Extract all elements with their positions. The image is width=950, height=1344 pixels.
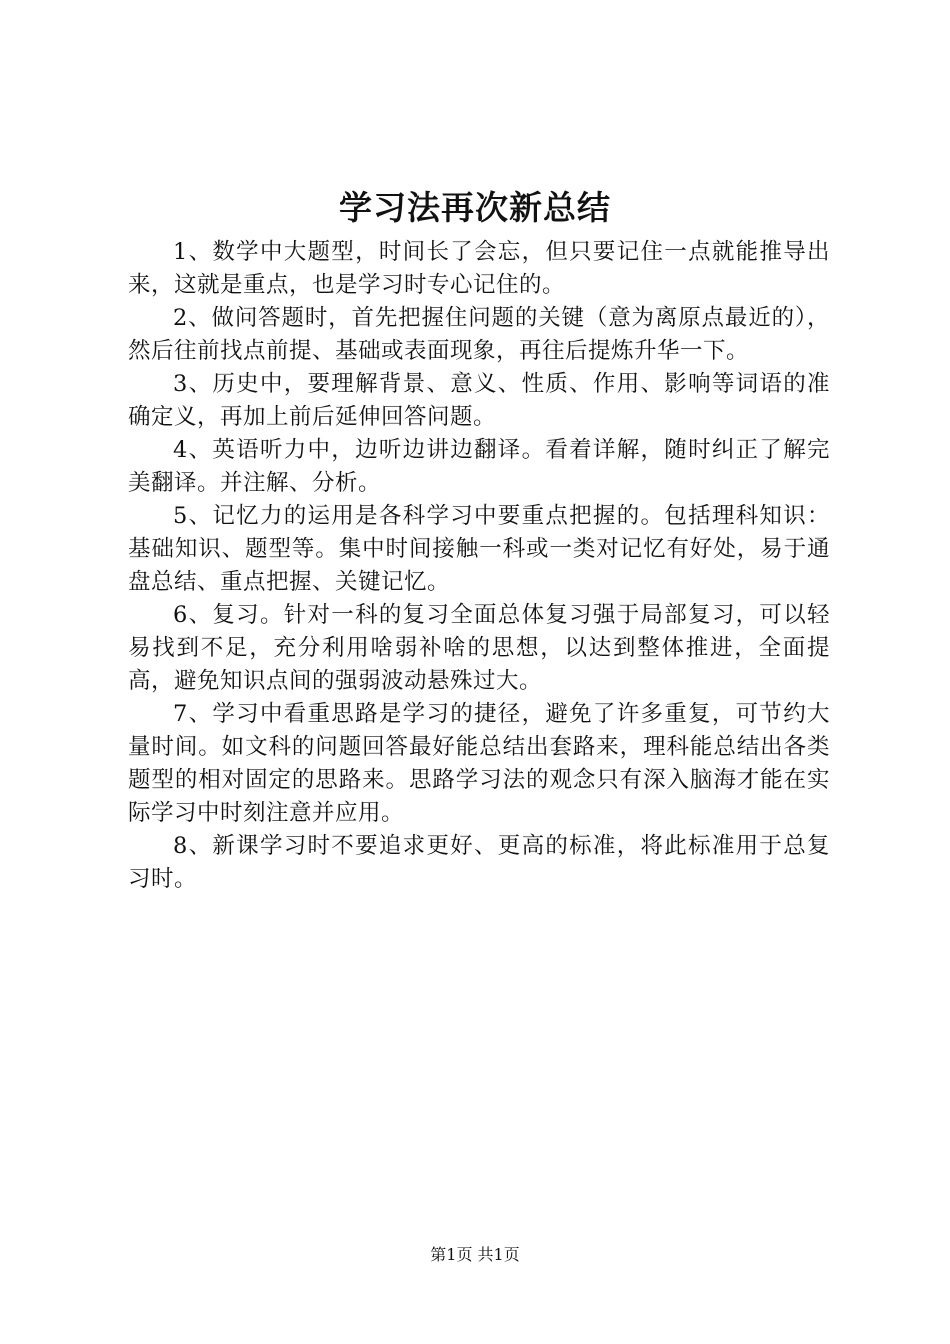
paragraph-5: 5、记忆力的运用是各科学习中要重点把握的。包括理科知识：基础知识、题型等。集中时间接触一科或一类对记忆有好处，易于通盘总结、重点把握、关键记忆。 bbox=[128, 503, 830, 595]
document-body bbox=[128, 236, 830, 896]
page-footer: 第1页 共1页 bbox=[430, 1245, 520, 1264]
paragraph-8: 8、新课学习时不要追求更好、更高的标准，将此标准用于总复习时。 bbox=[128, 833, 830, 892]
page-title: 学习法再次新总结 bbox=[339, 188, 611, 227]
paragraph-6: 6、复习。针对一科的复习全面总体复习强于局部复习，可以轻易找到不足，充分利用啥弱补啥的思想，以达到整体推进，全面提高，避免知识点间的强弱波动悬殊过大。 bbox=[128, 602, 830, 694]
paragraph-3: 3、历史中，要理解背景、意义、性质、作用、影响等词语的准确定义，再加上前后延伸回答问题。 bbox=[128, 371, 830, 430]
paragraph-4: 4、英语听力中，边听边讲边翻译。看着详解，随时纠正了解完美翻译。并注解、分析。 bbox=[128, 437, 830, 496]
paragraph-1: 1、数学中大题型，时间长了会忘，但只要记住一点就能推导出来，这就是重点，也是学习时专心记住的。 bbox=[128, 239, 830, 298]
paragraph-7: 7、学习中看重思路是学习的捷径，避免了许多重复，可节约大量时间。如文科的问题回答最好能总结出套路来，理科能总结出各类题型的相对固定的思路来。思路学习法的观念只有深入脑海才能在实际学习中时刻注意并应用。 bbox=[128, 701, 830, 826]
paragraph-2: 2、做问答题时，首先把握住问题的关键（意为离原点最近的），然后往前找点前提、基础或表面现象，再往后提炼升华一下。 bbox=[128, 305, 830, 364]
